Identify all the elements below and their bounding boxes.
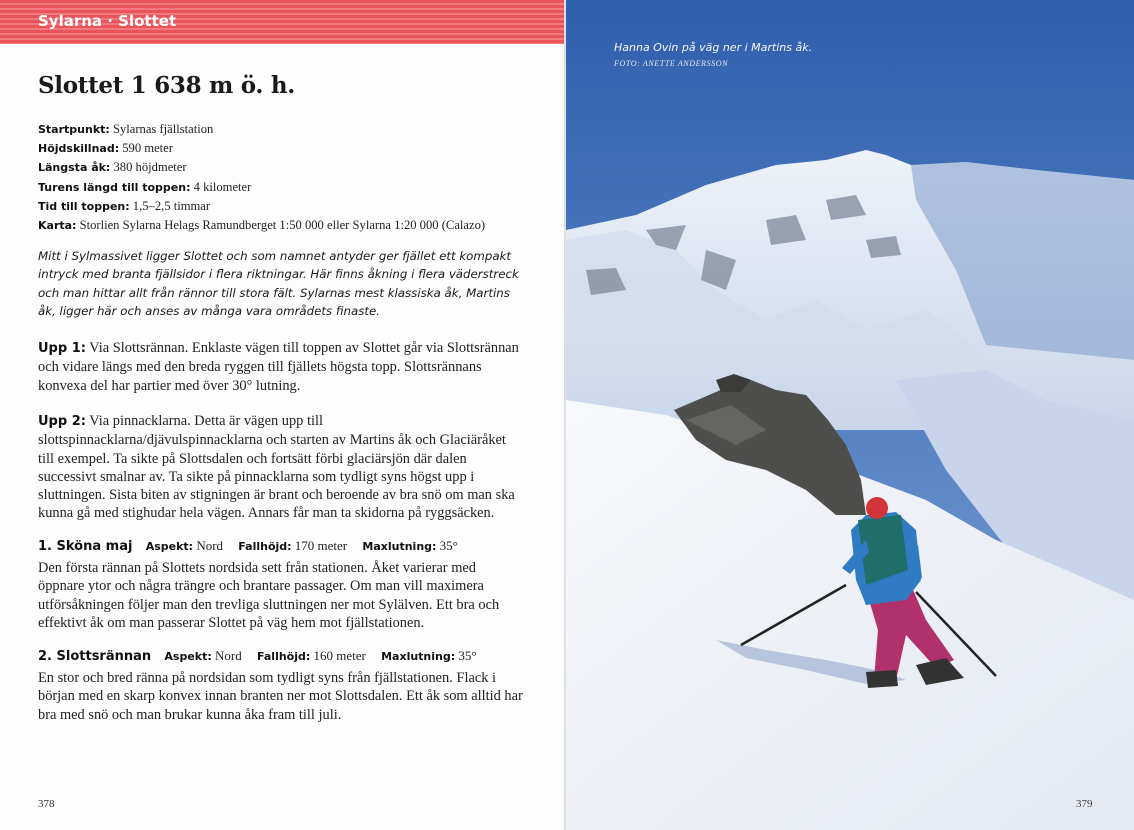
section-header-band (0, 0, 564, 44)
section-header: Sylarna · Slottet (38, 12, 177, 30)
max-slope-label: Maxlutning: (381, 650, 456, 663)
fact-label: Startpunkt: (38, 123, 110, 136)
route-name: 1. Sköna maj (38, 539, 133, 554)
max-slope-value: 35° (458, 648, 477, 663)
descent-route-heading (38, 648, 489, 664)
aspect-label: Aspekt: (164, 650, 212, 663)
fact-value: 380 höjdmeter (110, 160, 187, 175)
ascent-route-2 (38, 412, 524, 523)
fact-label: Turens längd till toppen: (38, 180, 191, 194)
route-name: 2. Slottsrännan (38, 649, 152, 664)
left-page (0, 0, 566, 830)
photo-credit: FOTO: ANETTE ANDERSSON (614, 59, 729, 68)
fact-item (38, 178, 538, 197)
max-slope-label: Maxlutning: (362, 540, 437, 553)
drop-label: Fallhöjd: (238, 540, 292, 553)
ascent-route-1 (38, 339, 524, 395)
intro-paragraph: Mitt i Sylmassivet ligger Slottet och som namnet antyder ger fjället ett kompakt intryck med branta fjällsidor i flera riktningar. Här finns åkning i flera väderstreck och man hittar allt från rännor till stora fält. Sylarnas mest klassiska åk, Martins åk, ligger här och anses av många vara områdets finaste. (38, 249, 519, 319)
aspect-label: Aspekt: (145, 540, 194, 553)
photo-caption: Hanna Ovin på väg ner i Martins åk. (614, 41, 813, 54)
fact-item (38, 216, 538, 235)
fact-item (38, 120, 538, 139)
drop-value: 170 meter (294, 538, 348, 553)
fact-value: 4 kilometer (190, 179, 252, 194)
drop-label: Fallhöjd: (257, 650, 311, 663)
photo-page (566, 0, 1134, 830)
fact-value: 590 meter (119, 141, 173, 156)
fact-value: 1,5–2,5 timmar (129, 198, 211, 213)
fact-item (38, 158, 538, 177)
page-number-right: 379 (1076, 798, 1093, 810)
page-title: Slottet 1 638 m ö. h. (38, 72, 295, 99)
ascent-text: Via Slottsrännan. Enklaste vägen till toppen av Slottet går via Slottsrännan och vidare längs med den breda ryggen till fjällets högsta topp. Slottsrännans konvexa del har partier med över 30° lutning. (38, 340, 519, 394)
fact-label: Karta: (38, 219, 77, 233)
aspect-value: Nord (196, 538, 224, 553)
descent-route-text: Den första rännan på Slottets nordsida sett från stationen. Åket varierar med öppnare ytor och några trängre och brantare passager. Om man vill maximera utförsåkningen följer man den trevliga sluttningen ner mot Sylälven. Ett bra och effektivt åk om man passerar Slottet på väg hem mot fjällstationen. (38, 560, 500, 631)
fact-list (38, 120, 538, 235)
ski-photo (566, 0, 1134, 830)
fact-item (38, 197, 538, 216)
fact-item (38, 139, 538, 158)
descent-route-heading (38, 538, 470, 554)
fact-value: Sylarnas fjällstation (109, 122, 214, 136)
ascent-label: Upp 1: (38, 341, 86, 356)
fact-label: Höjdskillnad: (38, 142, 120, 156)
fact-label: Längsta åk: (38, 161, 111, 175)
page-number-left: 378 (38, 798, 55, 810)
descent-route-text: En stor och bred ränna på nordsidan som tydligt syns från fjällstationen. Flack i början med en skarp konvex innan branten ner mot Slottsdalen. Ett åk som alltid har bra med snö och man brukar kunna åka fram till juli. (38, 670, 523, 723)
ascent-label: Upp 2: (38, 414, 86, 429)
drop-value: 160 meter (313, 648, 366, 663)
fact-value: Storlien Sylarna Helags Ramundberget 1:50 000 eller Sylarna 1:20 000 (Calazo) (76, 218, 486, 233)
aspect-value: Nord (215, 648, 242, 663)
fact-label: Tid till toppen: (38, 199, 130, 213)
ascent-text: Via pinnacklarna. Detta är vägen upp till slottspinnacklarna/djävulspinnacklarna och starten av Martins åk och Glaciäråket till exempel. Ta sikte på Slottsdalen och fortsätt förbi glaciärsjön där dalen successivt smalnar av. Ta sikte på pinnacklarna som tydligt syns högst upp i sluttningen. Sista biten av stigningen är brant och beroende av bra snö om man ska kunna gå med stighudar hela vägen. Annars får man ta skidorna på ryggsäcken. (38, 413, 515, 522)
max-slope-value: 35° (439, 538, 458, 553)
